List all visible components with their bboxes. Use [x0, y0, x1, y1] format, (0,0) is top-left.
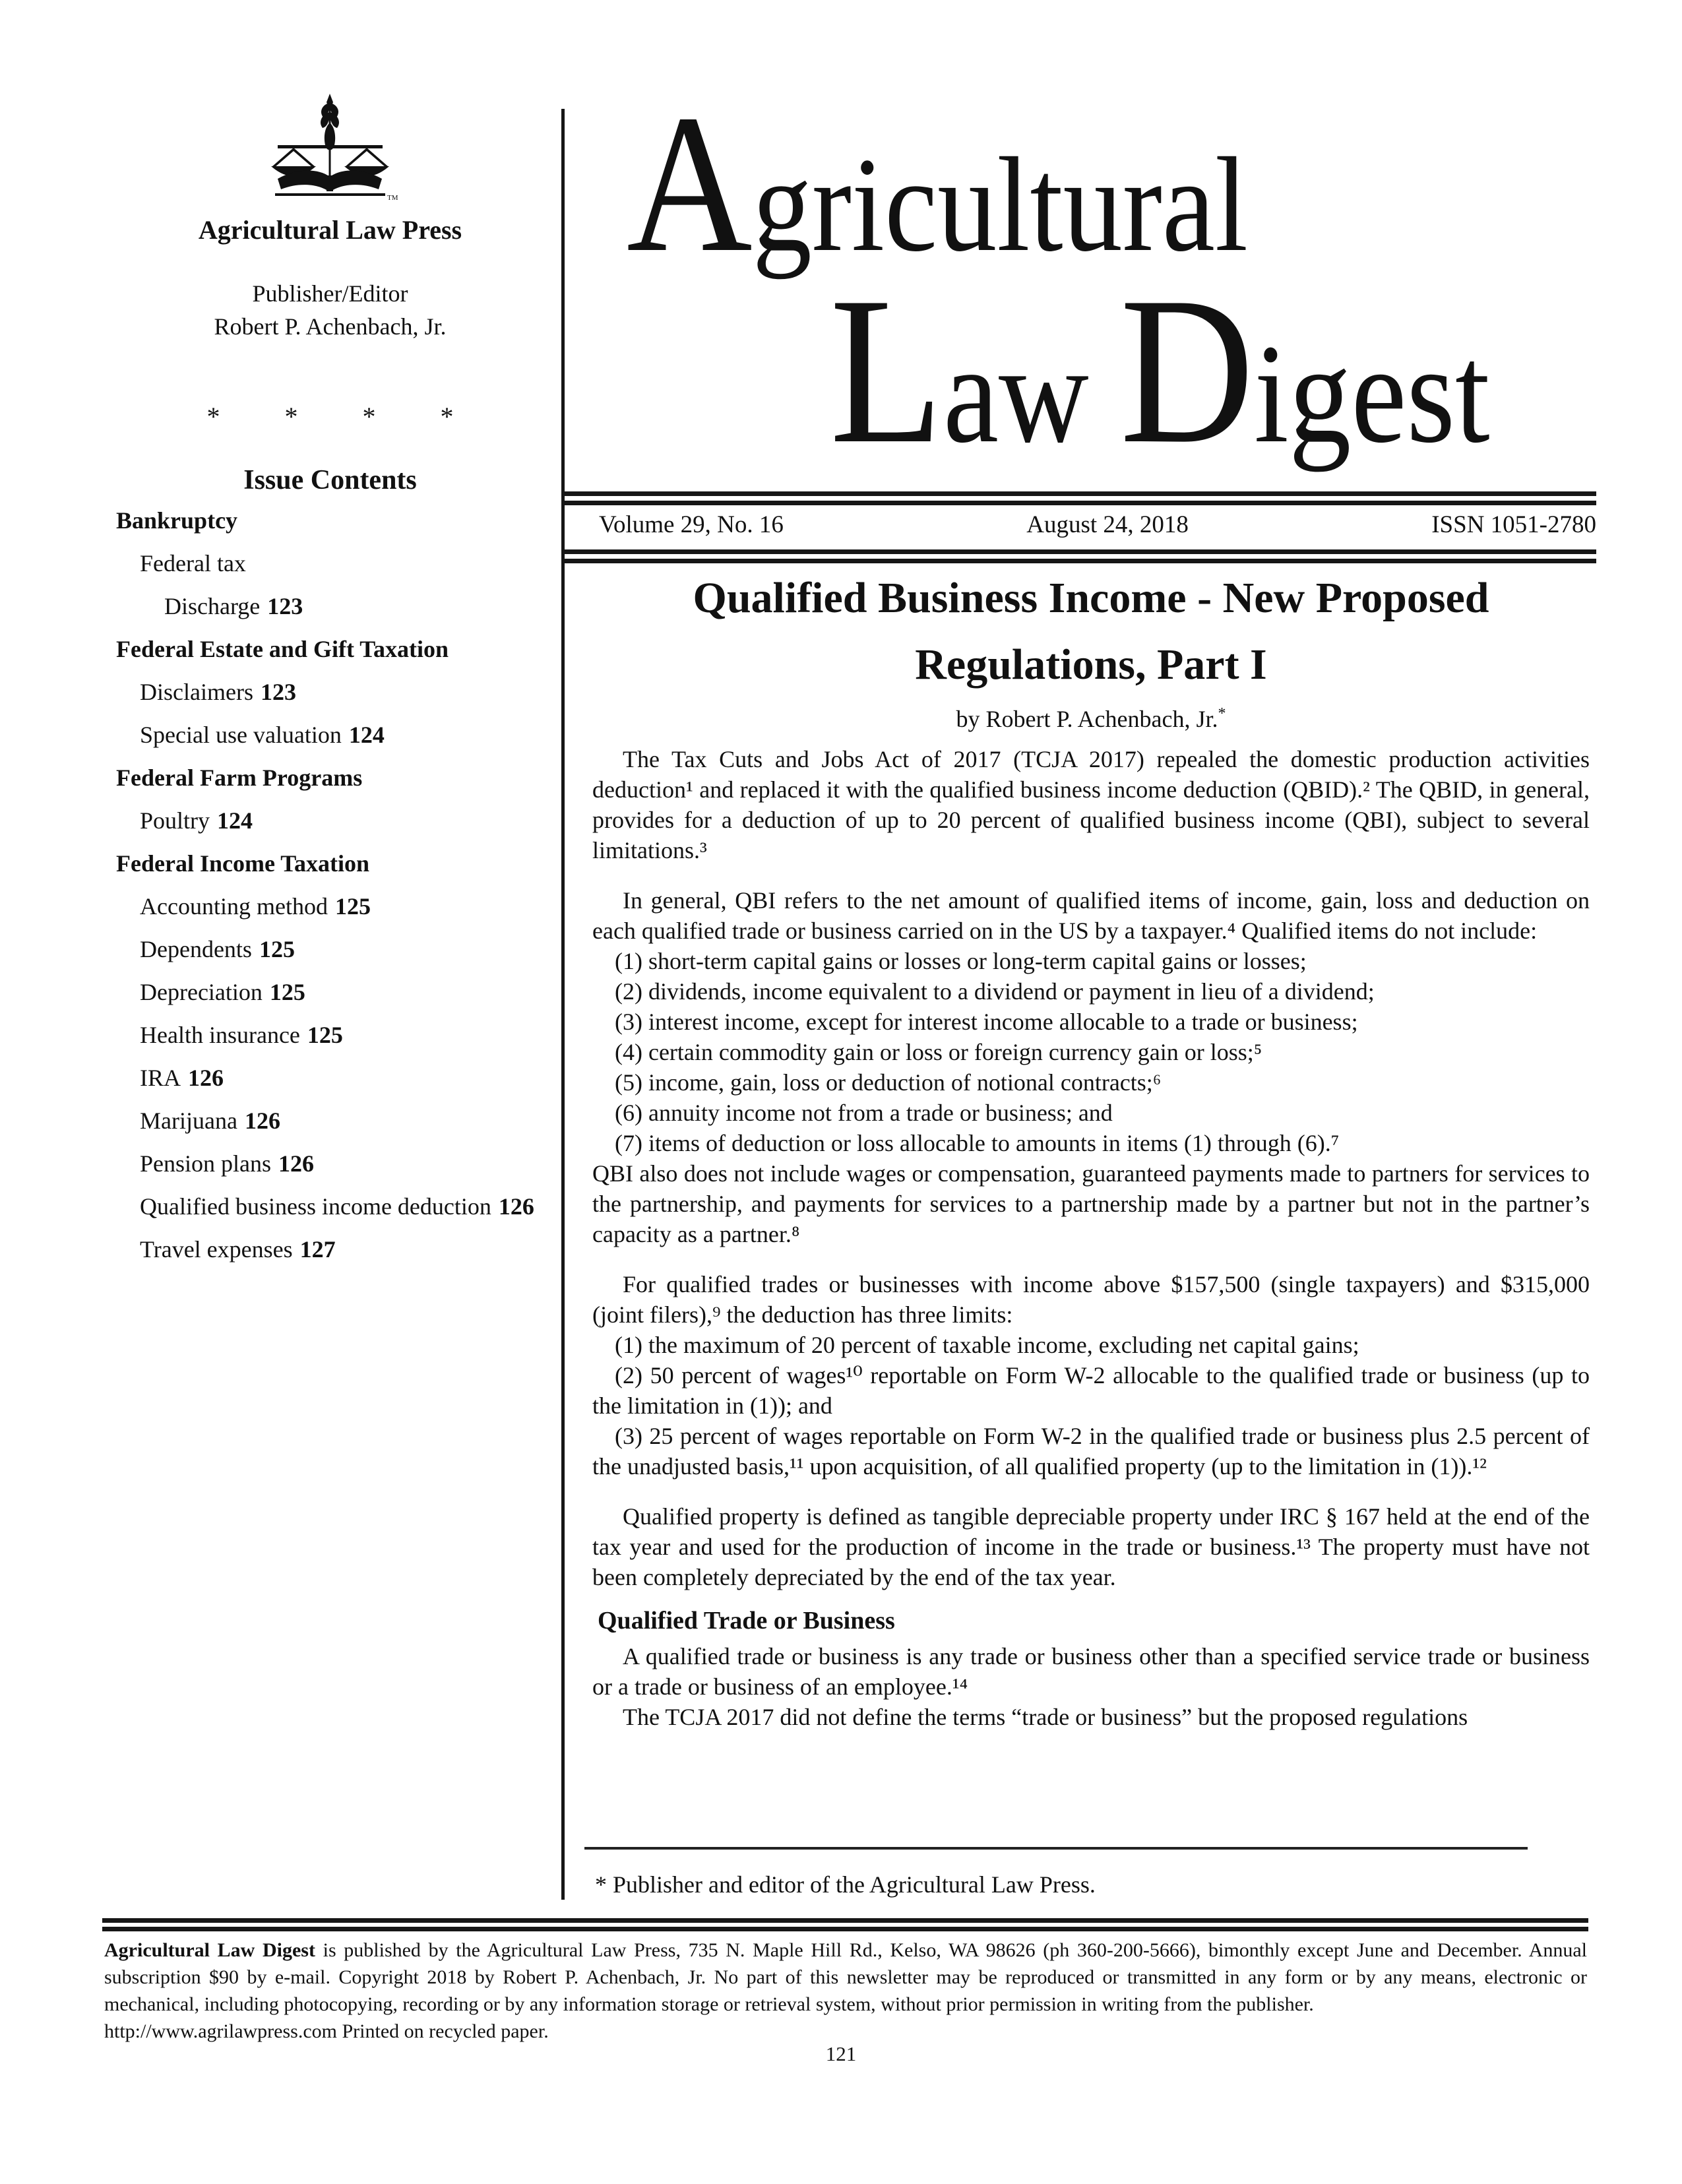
- masthead-rule-top-1: [561, 491, 1596, 496]
- issue-contents-list: [98, 508, 563, 1280]
- paragraph: A qualified trade or business is any trade or business other than a specified service trade or business or a trade or business of an employee.¹⁴: [592, 1643, 1590, 1700]
- list-item: (1) short-term capital gains or losses or long-term capital gains or losses;: [615, 948, 1307, 974]
- footer-rule-2: [102, 1927, 1588, 1931]
- publisher-label: Publisher/Editor: [252, 280, 408, 307]
- footnote-block: [584, 1847, 1580, 1898]
- press-logo: [259, 92, 401, 208]
- imprint-website-line: http://www.agrilawpress.com Printed on recycled paper.: [104, 2020, 549, 2042]
- contents-item-marijuana: Marijuana 126: [140, 1108, 280, 1134]
- paragraph: The Tax Cuts and Jobs Act of 2017 (TCJA 2017) repealed the domestic production activities deduction¹ and replaced it with the qualified business income deduction (QBID).² The QBID, in general, provides for a deduction of up to 20 percent of qualified business income (QBI), subject to several limitations.³: [592, 746, 1590, 863]
- list-item: (2) 50 percent of wages¹⁰ reportable on Form W-2 allocable to the qualified trade or business (up to the limitation in (1)); and: [592, 1362, 1590, 1419]
- paragraph: QBI also does not include wages or compensation, guaranteed payments made to partners for services to the partnership, and payments for services to a partnership made by a partner but not in the partner’s capacity as a partner.⁸: [592, 1160, 1590, 1247]
- list-item: (7) items of deduction or loss allocable to amounts in items (1) through (6).⁷: [615, 1130, 1340, 1156]
- footnote-rule: [584, 1847, 1528, 1850]
- byline-footnote-star: *: [1218, 705, 1226, 722]
- masthead-rule-top-2: [561, 501, 1596, 505]
- list-item: (2) dividends, income equivalent to a dividend or payment in lieu of a dividend;: [615, 978, 1375, 1005]
- contents-item-special-use: Special use valuation 124: [140, 722, 385, 748]
- contents-item-accounting-method: Accounting method 125: [140, 893, 371, 920]
- contents-item-qbid: Qualified business income deduction 126: [140, 1193, 534, 1220]
- imprint-paragraph: Agricultural Law Digest is published by the Agricultural Law Press, 735 N. Maple Hill Rd., Kelso, WA 98626 (ph 360-200-5666), bimonthly except June and December. Annual subscription $90 by e-mail. Copyright 2018 by Robert P. Achenbach, Jr. No part of this newsletter may be reproduced or transmitted in any form or by any means, electronic or mechanical, including photocopying, recording or by any information storage or retrieval system, without prior permission in writing from the publisher.: [104, 1939, 1587, 2015]
- scales-book-logo: [259, 92, 401, 204]
- contents-item-bankruptcy: Bankruptcy: [116, 507, 238, 534]
- imprint: [104, 1937, 1587, 2045]
- article-title-line1: Qualified Business Income - New Proposed: [693, 574, 1489, 622]
- masthead-title-line1: Agricultural: [627, 74, 1249, 293]
- contents-item-estate-gift: Federal Estate and Gift Taxation: [116, 636, 449, 662]
- column-divider: [561, 109, 565, 1900]
- star-separator: * * * *: [206, 402, 483, 431]
- issue-contents-title: Issue Contents: [243, 465, 417, 495]
- contents-item-federal-tax: Federal tax: [140, 550, 246, 577]
- contents-item-poultry: Poultry 124: [140, 807, 253, 834]
- volume-number: Volume 29, No. 16: [599, 511, 784, 538]
- contents-item-farm-programs: Federal Farm Programs: [116, 764, 363, 791]
- masthead-rule-bottom-2: [561, 559, 1596, 563]
- article-column: [592, 565, 1590, 1732]
- contents-item-travel-expenses: Travel expenses 127: [140, 1236, 336, 1263]
- contents-item-income-taxation: Federal Income Taxation: [116, 850, 369, 877]
- masthead-title-line2: Law Digest: [830, 254, 1490, 487]
- issue-info-bar: [599, 511, 1596, 540]
- contents-item-dependents: Dependents 125: [140, 936, 295, 962]
- contents-item-discharge: Discharge 123: [164, 593, 303, 619]
- list-item: (6) annuity income not from a trade or business; and: [615, 1100, 1113, 1126]
- imprint-title: Agricultural Law Digest: [104, 1939, 315, 1961]
- issue-date: August 24, 2018: [1026, 511, 1189, 538]
- paragraph: Qualified property is defined as tangible depreciable property under IRC § 167 held at the end of the tax year and used for the production of income in the trade or business.¹³ The property must have not been completely depreciated by the end of the tax year.: [592, 1503, 1590, 1590]
- issn: ISSN 1051-2780: [1431, 511, 1596, 538]
- logo-tm-mark: TM: [387, 194, 398, 202]
- list-item: (5) income, gain, loss or deduction of notional contracts;⁶: [615, 1069, 1162, 1096]
- contents-item-ira: IRA 126: [140, 1065, 224, 1091]
- article-title-line2: Regulations, Part I: [915, 640, 1267, 689]
- contents-item-disclaimers: Disclaimers 123: [140, 679, 296, 705]
- paragraph: For qualified trades or businesses with income above $157,500 (single taxpayers) and $315,000 (joint filers),⁹ the deduction has three limits:: [592, 1271, 1590, 1328]
- footnote-text: * Publisher and editor of the Agricultural Law Press.: [595, 1871, 1096, 1898]
- list-item: (3) interest income, except for interest income allocable to a trade or business;: [615, 1009, 1358, 1035]
- paragraph: The TCJA 2017 did not define the terms “trade or business” but the proposed regulations: [623, 1704, 1468, 1730]
- footer-rule-1: [102, 1918, 1588, 1923]
- masthead-rule-bottom-1: [561, 549, 1596, 554]
- list-item: (3) 25 percent of wages reportable on Form W-2 in the qualified trade or business plus 2.5 percent of the unadjusted basis,¹¹ upon acquisition, of all qualified property (up to the limitation in (1)).¹²: [592, 1423, 1590, 1480]
- page-number: 121: [825, 2042, 857, 2065]
- paragraph: In general, QBI refers to the net amount of qualified items of income, gain, loss and deduction on each qualified trade or business carried on in the US by a taxpayer.⁴ Qualified items do not include:: [592, 887, 1590, 944]
- contents-item-health-insurance: Health insurance 125: [140, 1022, 343, 1048]
- contents-item-pension-plans: Pension plans 126: [140, 1150, 315, 1177]
- list-item: (1) the maximum of 20 percent of taxable income, excluding net capital gains;: [615, 1332, 1359, 1358]
- left-masthead: [98, 92, 563, 432]
- press-name: Agricultural Law Press: [198, 215, 462, 245]
- article-byline: by Robert P. Achenbach, Jr.*: [956, 705, 1226, 732]
- list-item: (4) certain commodity gain or loss or foreign currency gain or loss;⁵: [615, 1039, 1262, 1065]
- section-heading: Qualified Trade or Business: [598, 1607, 895, 1635]
- publisher-name: Robert P. Achenbach, Jr.: [214, 313, 447, 340]
- contents-item-depreciation: Depreciation 125: [140, 979, 305, 1005]
